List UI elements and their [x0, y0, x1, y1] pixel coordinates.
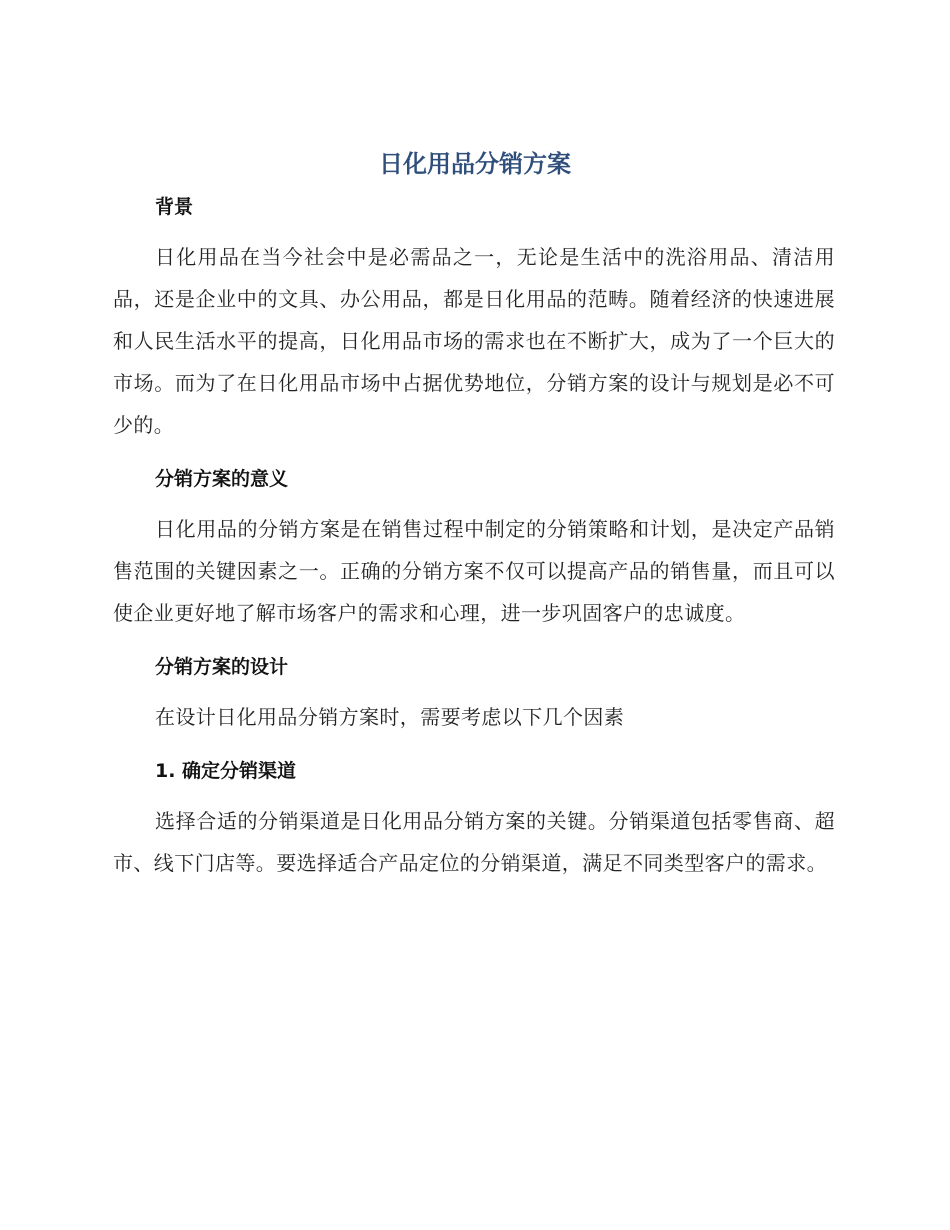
document-title: 日化用品分销方案	[379, 150, 571, 178]
section-heading-background: 背景	[155, 196, 194, 218]
section-paragraph-background: 日化用品在当今社会中是必需品之一，无论是生活中的洗浴用品、清洁用品，还是企业中的文具、办公用品，都是日化用品的范畴。随着经济的快速进展和人民生活水平的提高，日化用品市场的需求也在不断扩大，成为了一个巨大的市场。而为了在日化用品市场中占据优势地位，分销方案的设计与规划是必不可少的。	[113, 245, 835, 437]
section-paragraph-significance: 日化用品的分销方案是在销售过程中制定的分销策略和计划，是决定产品销售范围的关键因素之一。正确的分销方案不仅可以提高产品的销售量，而且可以使企业更好地了解市场客户的需求和心理，进一步巩固客户的忠诚度。	[113, 517, 835, 625]
section-heading-design: 分销方案的设计	[155, 656, 289, 678]
section-heading-significance: 分销方案的意义	[155, 468, 289, 490]
document-body	[113, 188, 835, 884]
section-paragraph-channel: 选择合适的分销渠道是日化用品分销方案的关键。分销渠道包括零售商、超市、线下门店等。要选择适合产品定位的分销渠道，满足不同类型客户的需求。	[113, 809, 835, 875]
section-paragraph-design: 在设计日化用品分销方案时，需要考虑以下几个因素	[155, 705, 625, 729]
section-heading-channel: 1. 确定分销渠道	[155, 760, 297, 782]
